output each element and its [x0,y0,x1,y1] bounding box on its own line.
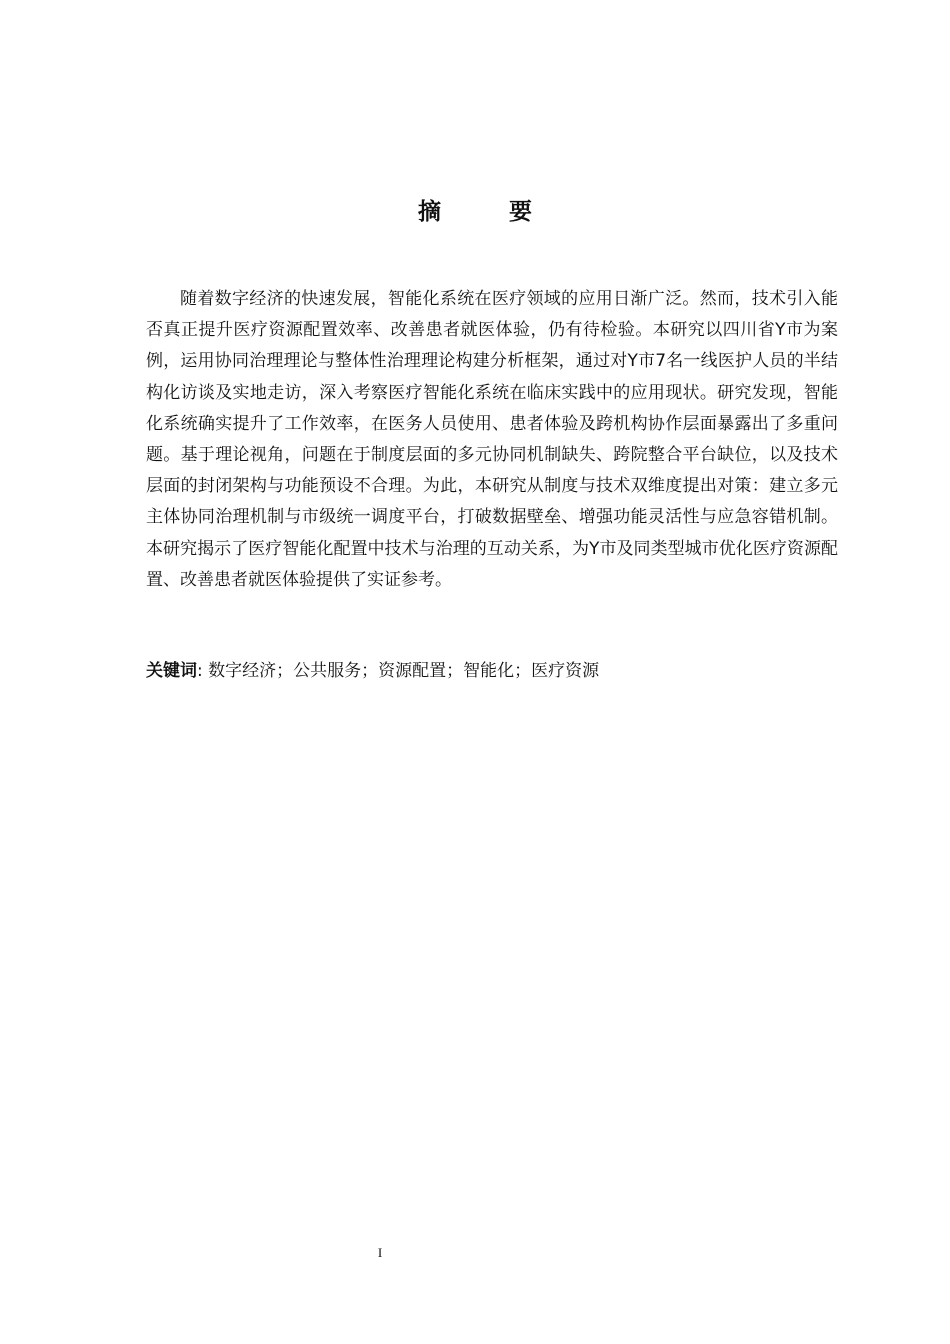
abstract-paragraph: 随着数字经济的快速发展，智能化系统在医疗领域的应用日渐广泛。然而，技术引入能否真正提升医疗资源配置效率、改善患者就医体验，仍有待检验。本研究以四川省Y市为案例，运用协同治理理论与整体性治理理论构建分析框架，通过对Y市7名一线医护人员的半结构化访谈及实地走访，深入考察医疗智能化系统在临床实践中的应用现状。研究发现，智能化系统确实提升了工作效率，在医务人员使用、患者体验及跨机构协作层面暴露出了多重问题。基于理论视角，问题在于制度层面的多元协同机制缺失、跨院整合平台缺位，以及技术层面的封闭架构与功能预设不合理。为此，本研究从制度与技术双维度提出对策：建立多元主体协同治理机制与市级统一调度平台，打破数据壁垒、增强功能灵活性与应急容错机制。本研究揭示了医疗智能化配置中技术与治理的互动关系，为Y市及同类型城市优化医疗资源配置、改善患者就医体验提供了实证参考。 [146,289,838,590]
keywords-text: 数字经济；公共服务；资源配置；智能化；医疗资源 [208,661,600,681]
keywords-separator: : [197,661,203,681]
page-number: I [377,1245,383,1260]
keywords-label: 关键词 [146,661,197,681]
page-title: 摘 要 [417,199,562,225]
keywords-line [146,656,838,687]
